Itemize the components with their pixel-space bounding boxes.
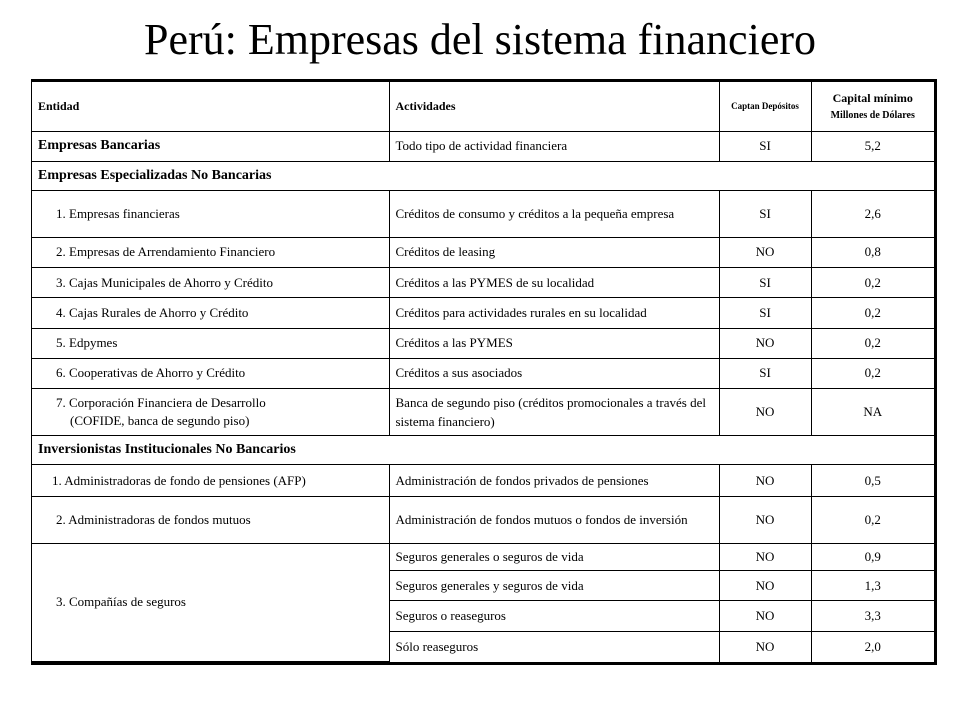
cell-actividad: Créditos a sus asociados [389,358,719,388]
table-row [32,298,934,328]
cell-captan: SI [719,131,811,161]
cell-capital: 0,9 [811,543,934,570]
cell-entidad: 4. Cajas Rurales de Ahorro y Crédito [32,298,389,328]
cell-entidad: 2. Administradoras de fondos mutuos [32,497,389,543]
section-title: Empresas Especializadas No Bancarias [32,161,934,190]
header-capital [811,82,934,131]
table-row [32,543,934,570]
cell-captan: NO [719,328,811,358]
cell-capital: 0,2 [811,298,934,328]
cell-captan: NO [719,543,811,570]
cell-captan: SI [719,298,811,328]
cell-entidad: 5. Edpymes [32,328,389,358]
cell-capital: 0,8 [811,237,934,267]
cell-actividad: Seguros generales y seguros de vida [389,570,719,600]
entidad-line-2: (COFIDE, banca de segundo piso) [70,412,250,428]
header-capital-unit: Millones de Dólares [830,109,915,121]
cell-actividad: Banca de segundo piso (créditos promocionales a través del sistema financiero) [389,389,719,435]
cell-capital: 1,3 [811,570,934,600]
cell-captan: NO [719,631,811,661]
cell-entidad: 3. Cajas Municipales de Ahorro y Crédito [32,267,389,297]
cell-entidad: 6. Cooperativas de Ahorro y Crédito [32,358,389,388]
financial-entities-table-frame [31,79,937,665]
table-row [32,131,934,161]
cell-actividad: Créditos de leasing [389,237,719,267]
section-row [32,161,934,190]
cell-captan: SI [719,191,811,237]
cell-entidad [32,389,389,435]
table-row [32,191,934,237]
cell-actividad: Sólo reaseguros [389,631,719,661]
cell-capital: 0,2 [811,497,934,543]
table-row [32,358,934,388]
cell-captan: NO [719,389,811,435]
cell-actividad: Todo tipo de actividad financiera [389,131,719,161]
table-row [32,464,934,496]
cell-capital: 3,3 [811,601,934,631]
cell-captan: NO [719,601,811,631]
section-row [32,435,934,464]
cell-capital: 2,0 [811,631,934,661]
cell-actividad: Seguros o reaseguros [389,601,719,631]
cell-entidad: 1. Empresas financieras [32,191,389,237]
cell-actividad: Administración de fondos mutuos o fondos de inversión [389,497,719,543]
cell-captan: NO [719,497,811,543]
table-row [32,237,934,267]
header-captan-label: Captan Depósitos [731,101,799,112]
cell-capital: 0,2 [811,328,934,358]
cell-capital: 0,2 [811,358,934,388]
section-title: Inversionistas Institucionales No Bancarios [32,435,934,464]
header-actividades: Actividades [389,82,719,131]
financial-entities-table [32,82,934,662]
entidad-line-1: 7. Corporación Financiera de Desarrollo [56,394,266,410]
cell-actividad: Créditos a las PYMES [389,328,719,358]
page-title: Perú: Empresas del sistema financiero [143,15,816,64]
table-header-row [32,82,934,131]
cell-captan: SI [719,358,811,388]
cell-captan: NO [719,570,811,600]
cell-entidad: 2. Empresas de Arrendamiento Financiero [32,237,389,267]
cell-capital: 5,2 [811,131,934,161]
cell-entidad: 1. Administradoras de fondo de pensiones (AFP) [32,464,389,496]
cell-actividad: Créditos de consumo y créditos a la pequeña empresa [389,191,719,237]
cell-captan: SI [719,267,811,297]
cell-capital: 0,2 [811,267,934,297]
cell-captan: NO [719,464,811,496]
table-row [32,497,934,543]
header-captan [719,82,811,131]
table-row [32,389,934,435]
table-row [32,267,934,297]
cell-capital: 2,6 [811,191,934,237]
cell-captan: NO [719,237,811,267]
table-row [32,328,934,358]
cell-actividad: Créditos para actividades rurales en su localidad [389,298,719,328]
header-capital-label: Capital mínimo [832,90,913,105]
cell-actividad: Administración de fondos privados de pensiones [389,464,719,496]
cell-actividad: Créditos a las PYMES de su localidad [389,267,719,297]
header-entidad: Entidad [32,82,389,131]
cell-capital: 0,5 [811,464,934,496]
cell-entidad: Empresas Bancarias [32,131,389,161]
cell-actividad: Seguros generales o seguros de vida [389,543,719,570]
cell-capital: NA [811,389,934,435]
cell-entidad: 3. Compañías de seguros [32,543,389,661]
